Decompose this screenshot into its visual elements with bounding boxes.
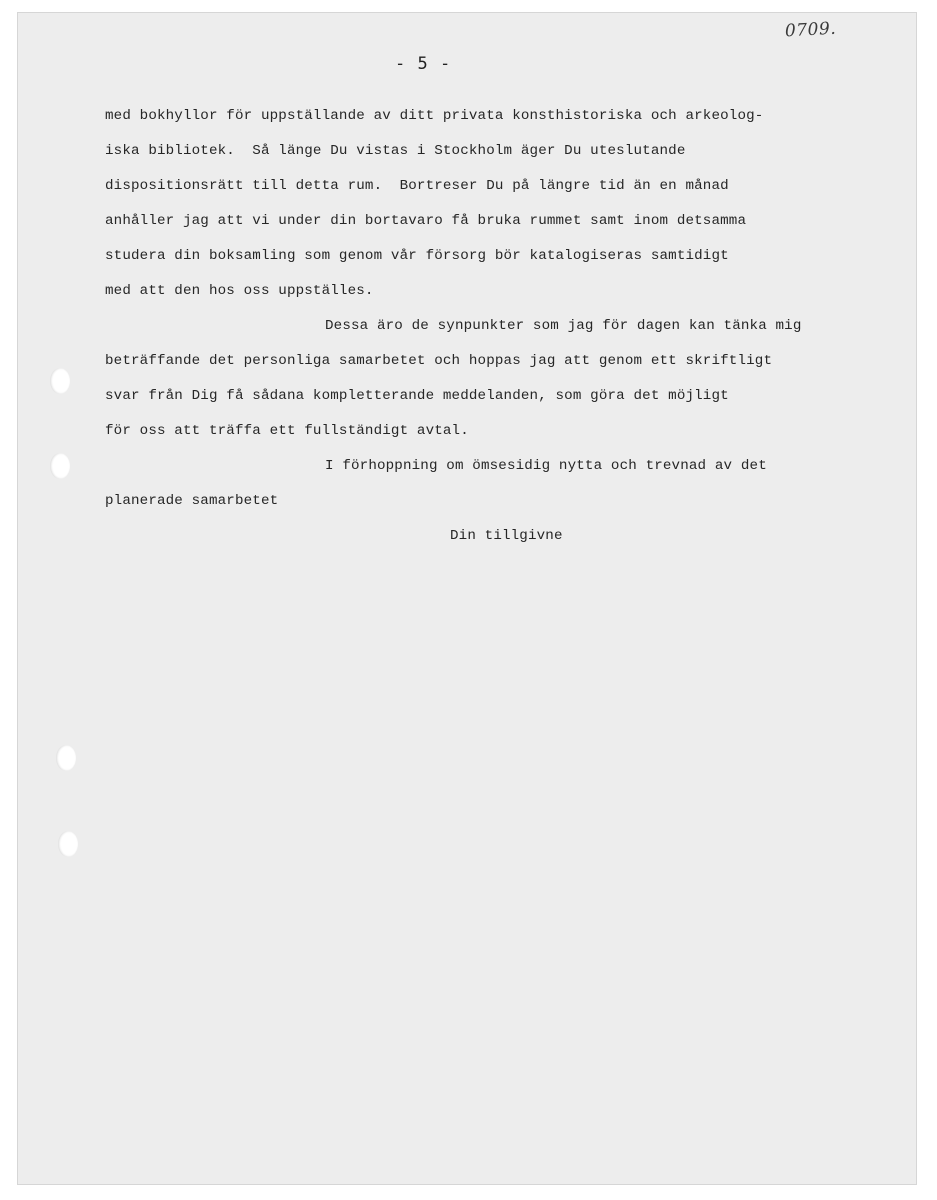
body-line: I förhoppning om ömsesidig nytta och trevnad av det <box>325 458 767 474</box>
body-line: svar från Dig få sådana kompletterande meddelanden, som göra det möjligt <box>105 388 729 404</box>
body-line: beträffande det personliga samarbetet och hoppas jag att genom ett skriftligt <box>105 353 773 369</box>
punch-hole <box>50 368 70 394</box>
archive-number: 0709. <box>784 18 837 42</box>
letter-page <box>17 12 917 1185</box>
body-line: dispositionsrätt till detta rum. Bortreser Du på längre tid än en månad <box>105 178 729 194</box>
body-line: med att den hos oss uppställes. <box>105 283 374 299</box>
body-line: med bokhyllor för uppställande av ditt privata konsthistoriska och arkeolog- <box>105 108 764 124</box>
punch-hole <box>50 453 70 479</box>
page-number: - 5 - <box>395 54 452 74</box>
body-line: studera din boksamling som genom vår försorg bör katalogiseras samtidigt <box>105 248 729 264</box>
body-line: iska bibliotek. Så länge Du vistas i Stockholm äger Du uteslutande <box>105 143 686 159</box>
punch-hole <box>58 831 78 857</box>
body-line: planerade samarbetet <box>105 493 279 509</box>
body-line: för oss att träffa ett fullständigt avtal. <box>105 423 469 439</box>
punch-hole <box>56 745 76 771</box>
body-line: Dessa äro de synpunkter som jag för dagen kan tänka mig <box>325 318 802 334</box>
closing-salutation: Din tillgivne <box>450 528 563 544</box>
body-line: anhåller jag att vi under din bortavaro få bruka rummet samt inom detsamma <box>105 213 747 229</box>
